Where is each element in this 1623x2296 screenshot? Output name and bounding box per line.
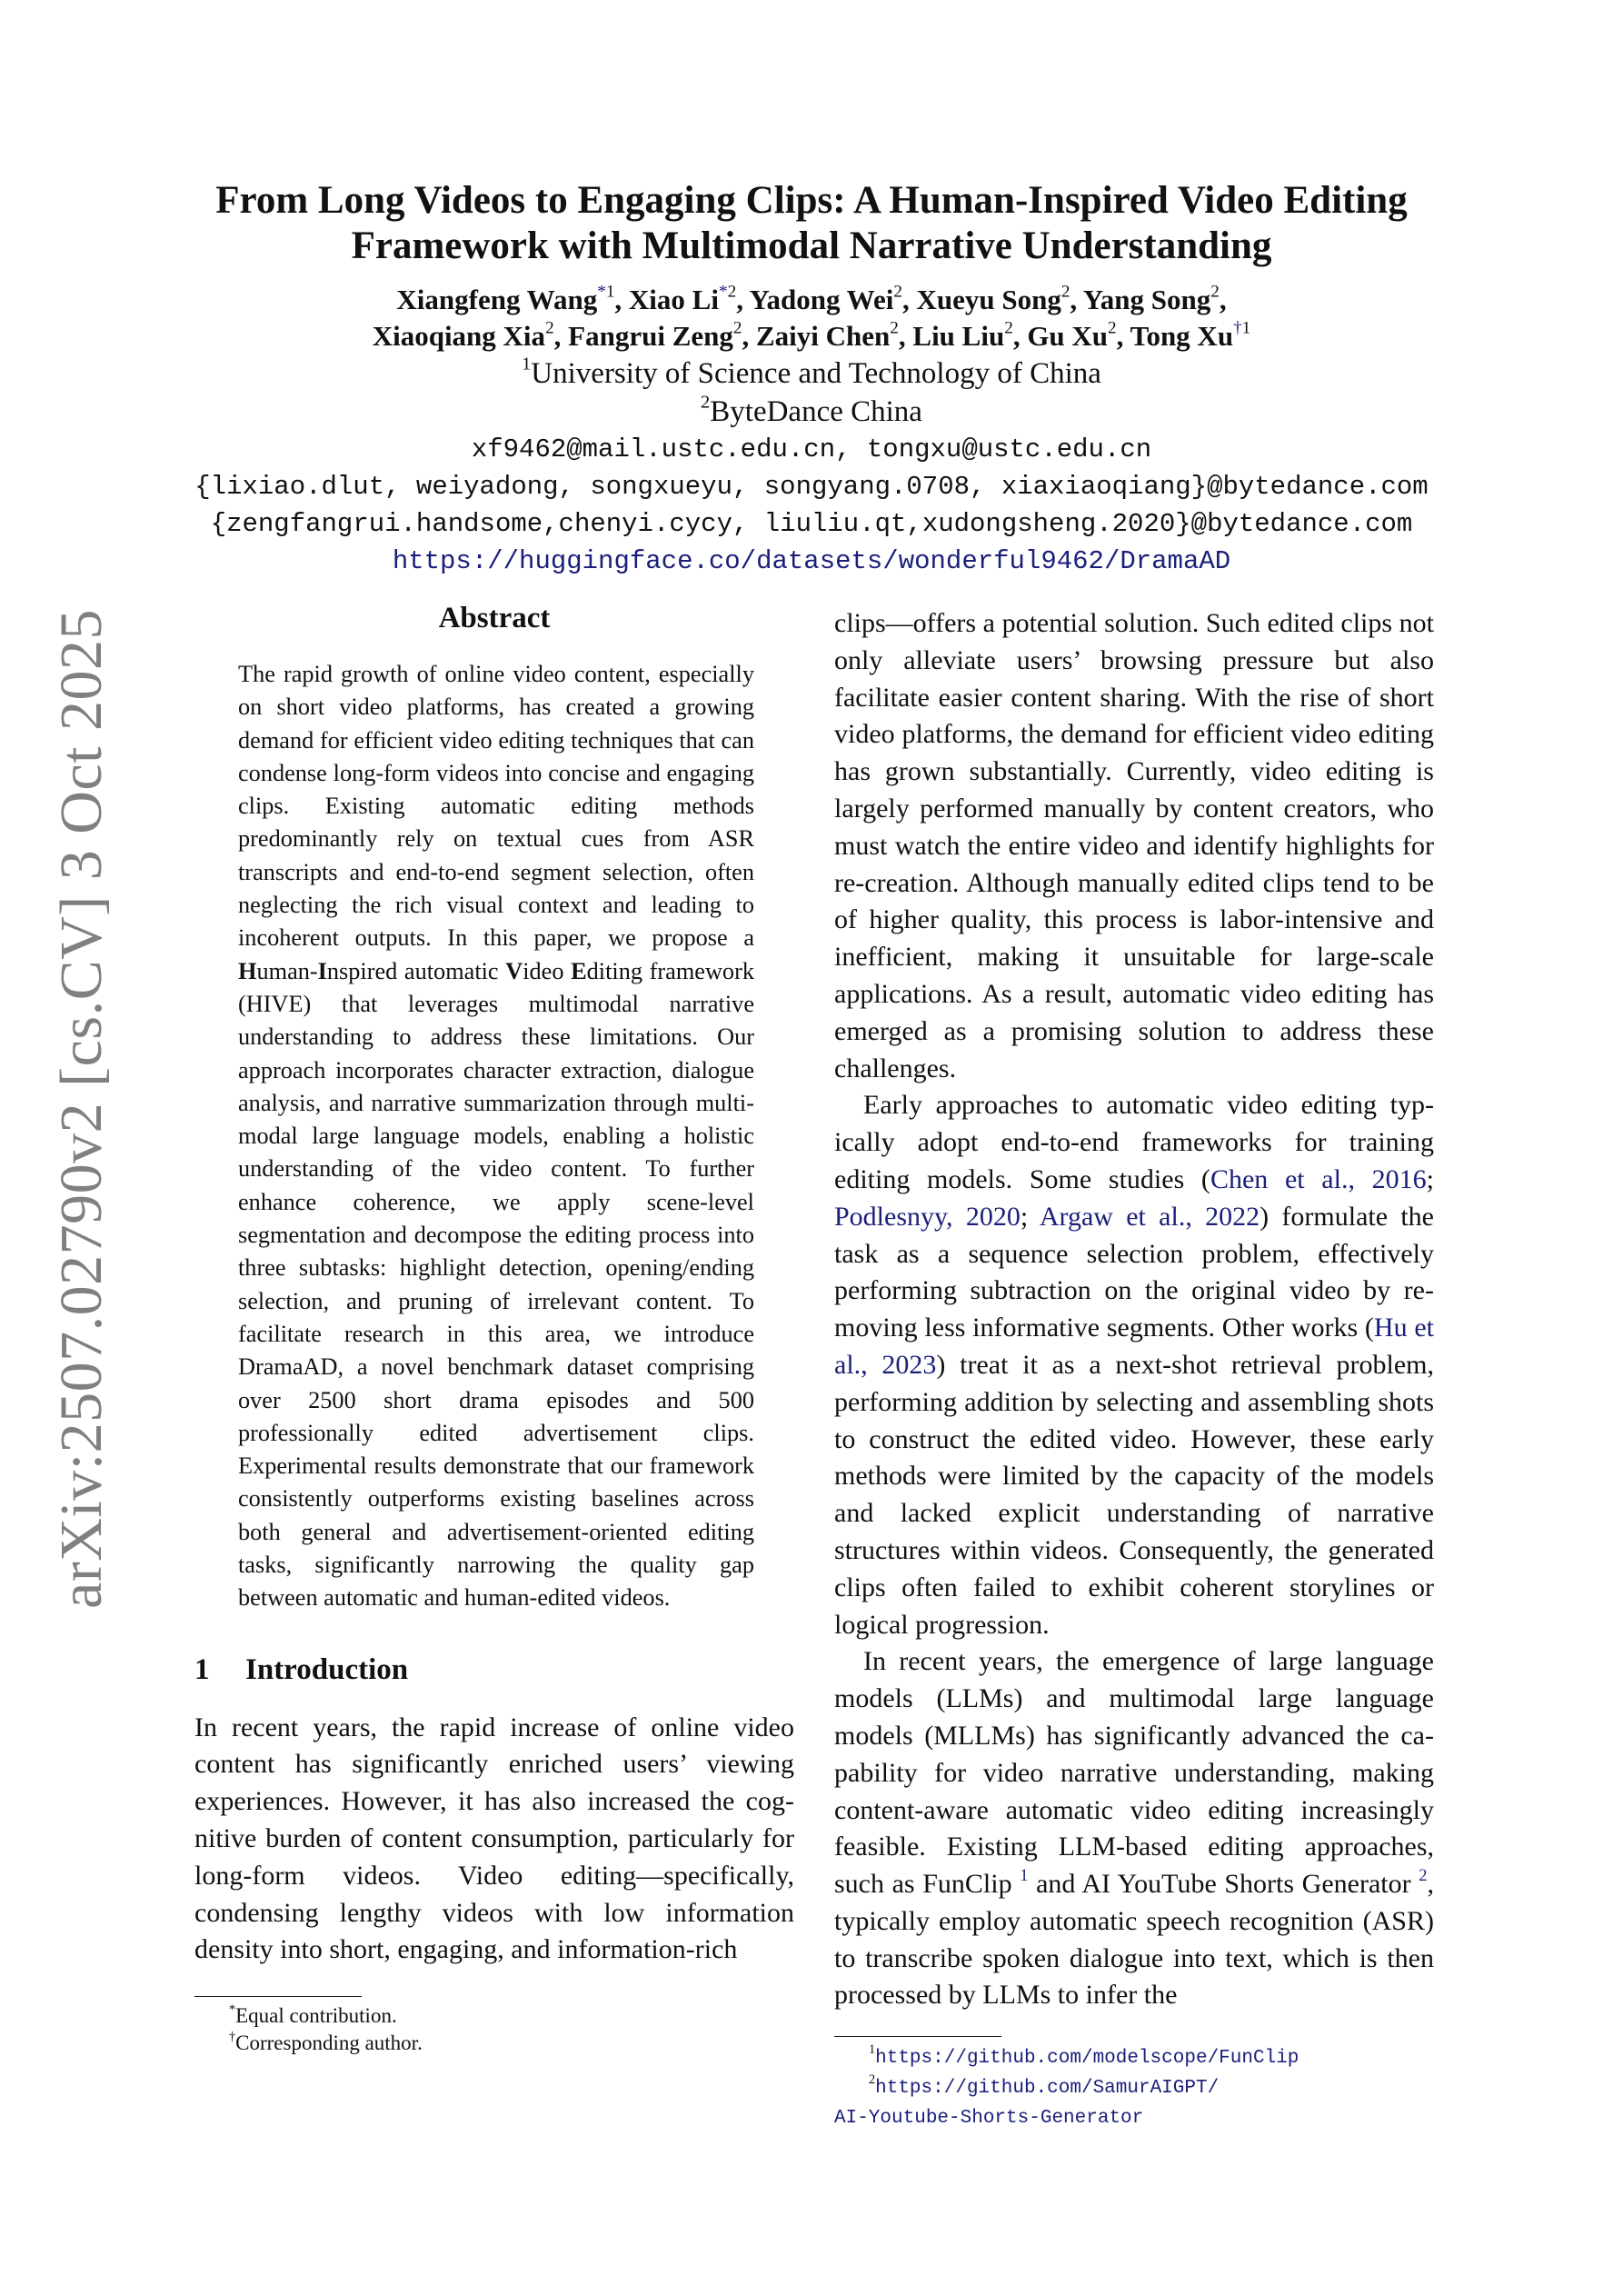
abstract-text: ideo <box>523 957 572 984</box>
section-heading-introduction <box>194 1652 794 1688</box>
author-name: Xiao Li <box>628 284 719 315</box>
affiliation-number: 2 <box>701 392 711 413</box>
footnote-url-shorts-generator[interactable]: https://github.com/SamurAIGPT/ <box>875 2078 1220 2100</box>
footnote-funclip <box>834 2042 1434 2072</box>
paper-title <box>0 178 1623 269</box>
arxiv-identifier-stamp: arXiv:2507.02790v2 [cs.CV] 3 Oct 2025 <box>48 608 115 1609</box>
author-affiliation-mark <box>733 319 742 338</box>
paragraph-text: ) formulate the task as a sequence selection problem, effectively performing subtraction on the original video by removing less informative segments. Other works ( <box>834 1201 1434 1343</box>
author-name: Xiaoqiang Xia <box>372 320 546 352</box>
footnote-rule <box>194 1996 362 1997</box>
author-name: Zaiyi Chen <box>756 320 891 352</box>
footnote-ref-1[interactable]: 1 <box>1020 1866 1029 1886</box>
author-name: Fangrui Zeng <box>568 320 733 352</box>
citation-chen-2016[interactable]: Chen et al., 2016 <box>1210 1163 1427 1194</box>
affiliation-name: University of Science and Technology of China <box>531 357 1101 390</box>
abstract-body <box>238 658 754 1615</box>
paragraph-text: ; <box>1020 1201 1040 1232</box>
author-affiliation-number: 2 <box>545 318 554 338</box>
author-affiliation-number: 2 <box>1004 318 1013 338</box>
acronym-letter: H <box>238 957 257 984</box>
abstract-heading: Abstract <box>438 602 551 634</box>
author-affiliation-number: 1 <box>1241 318 1251 338</box>
footnote-url-shorts-generator-cont[interactable]: AI-Youtube-Shorts-Generator <box>834 2108 1144 2130</box>
abstract-text: uman- <box>256 957 318 984</box>
citation-hu-2023[interactable]: Hu et al., 2023 <box>834 1313 1434 1380</box>
author-name: Yadong Wei <box>749 284 894 315</box>
author-affiliation-number: 2 <box>1060 282 1070 302</box>
title-line-1: From Long Videos to Engaging Clips: A Human-Inspired Video Editing <box>215 179 1408 222</box>
affiliation-1 <box>0 354 1623 393</box>
right-column <box>834 605 1434 2132</box>
author-line-2: Xiaoqiang Xia$^2$, Fangrui Zeng$^2$, Zaiyi Chen$^2$, Liu Liu$^2$, Gu Xu$^2$, Tong Xu$^{\dagger 1}$ <box>372 318 1251 352</box>
footnote-url-funclip[interactable]: https://github.com/modelscope/FunClip <box>875 2048 1299 2070</box>
paper-header <box>0 178 1623 580</box>
acronym-letter: I <box>317 957 327 984</box>
author-name: Liu Liu <box>912 320 1005 352</box>
footnote-equal-contribution <box>194 2002 794 2030</box>
footnote-mark: 1 <box>869 2042 876 2058</box>
abstract-text: The rapid growth of online video content, especially on short video platforms, has created a growing demand for efficient video editing techniques that can condense long-form videos into concise and engaging clips. Existing automatic editing methods predominantly rely on textual cues from ASR transcripts and end-to-end segment selection, often neglecting the rich visual context and leading to incoherent outputs. In this paper, we propose a <box>238 661 754 952</box>
citation-podlesnyy-2020[interactable]: Podlesnyy, 2020 <box>834 1201 1021 1232</box>
intro-paragraph-3 <box>834 1643 1434 2014</box>
author-name: Xueyu Song <box>916 284 1061 315</box>
citation-argaw-2022[interactable]: Argaw et al., 2022 <box>1039 1201 1260 1232</box>
intro-paragraph-1-left: In recent years, the rapid increase of online video content has significantly enriched users’ viewing experiences. However, it has also increased the cognitive burden of content consumption, particularly for long-form videos. Video editing—specifically, condensing lengthy videos with low information density into short, engaging, and information-rich <box>194 1712 794 1965</box>
affiliation-number: 1 <box>522 354 532 374</box>
paragraph-text: and AI YouTube Shorts Generator <box>1028 1869 1419 1900</box>
intro-paragraph-2 <box>834 1087 1434 1643</box>
footnote-shorts-generator <box>834 2072 1434 2102</box>
author-footnote-mark[interactable]: * <box>718 282 728 302</box>
author-affiliation-mark <box>893 283 902 302</box>
author-affiliation-number: 2 <box>890 318 899 338</box>
author-affiliation-mark <box>1108 319 1117 338</box>
author-affiliation-mark <box>545 319 554 338</box>
author-affiliation-number: 2 <box>1108 318 1117 338</box>
footnote-ref-2[interactable]: 2 <box>1419 1866 1428 1886</box>
paragraph-text: ) treat it as a next-shot retrieval problem, performing addition by selecting and assembling shots to construct the edited video. However, these early methods were limited by the capacity of the models and lacked explicit understanding of narrative structures within videos. Consequently, the generated clips often failed to exhibit coherent storylines or logical progression. <box>834 1349 1434 1640</box>
email-line-bytedance-1: {lixiao.dlut, weiyadong, songxueyu, songyang.0708, xiaxiaoqiang}@bytedance.com <box>194 472 1429 502</box>
paragraph-text: In recent years, the emergence of large language models (LLMs) and multimodal large language models (MLLMs) has significantly advanced the capability for video narrative understanding, making content-aware automatic video editing increasingly feasible. Existing LLM-based editing approaches, such as FunClip <box>834 1646 1434 1900</box>
affiliation-2 <box>0 393 1623 431</box>
author-list <box>0 282 1623 354</box>
paragraph-text: , typically employ automatic speech recognition (ASR) to transcribe spoken dialogue into text, which is then processed by LLMs to infer the <box>834 1869 1434 2011</box>
author-affiliation-mark <box>719 283 736 302</box>
author-affiliation-mark <box>1210 283 1220 302</box>
author-affiliation-mark <box>1233 319 1250 338</box>
paragraph-text: Early approaches to automatic video editing typically adopt end-to-end frameworks for training editing models. Some studies ( <box>834 1090 1434 1194</box>
footnote-corresponding-author <box>194 2030 794 2057</box>
footnote-text: Corresponding author. <box>235 2031 423 2055</box>
abstract-text: diting framework (HIVE) that leverages multimodal narrative understanding to address these limitations. Our approach incorporates character extraction, dialogue analysis, and narrative summarization through multimodal large language models, enabling a holistic understanding of the video content. To further enhance coherence, we apply scene-level segmentation and decompose the editing process into three subtasks: highlight detection, opening/ending selection, and pruning of irrelevant content. To facilitate research in this area, we introduce DramaAD, a novel benchmark dataset comprising over 2500 short drama episodes and 500 professionally edited advertisement clips. Experimental results demonstrate that our framework consistently outperforms existing baselines across both general and advertisement-oriented editing tasks, significantly narrowing the quality gap between automatic and human-edited videos. <box>238 957 754 1612</box>
affiliation-name: ByteDance China <box>710 395 922 428</box>
author-affiliation-mark <box>597 283 614 302</box>
author-affiliation-number: 2 <box>893 282 902 302</box>
author-footnote-mark[interactable]: * <box>597 282 606 302</box>
author-affiliation-number: 2 <box>1210 282 1220 302</box>
footnote-rule <box>834 2036 1001 2037</box>
footnote-mark: 2 <box>869 2072 876 2088</box>
author-name: Gu Xu <box>1027 320 1109 352</box>
footnote-text: Equal contribution. <box>235 2004 397 2028</box>
intro-paragraph-1-right: clips—offers a potential solution. Such edited clips not only alleviate users’ browsing pressure but also facilitate easier content sharing. With the rise of short video platforms, the demand for efficient video editing has grown substantially. Currently, video editing is largely performed manually by content creators, who must watch the entire video and identify highlights for re-creation. Although manually edited clips tend to be of higher quality, this process is labor-intensive and inefficient, making it unsuitable for large-scale applications. As a result, automatic video editing has emerged as a promising solution to address these challenges. <box>834 608 1434 1083</box>
author-affiliation-number: 2 <box>732 318 742 338</box>
acronym-letter: E <box>571 957 587 984</box>
author-name: Yang Song <box>1082 284 1211 315</box>
author-line-1: Xiangfeng Wang$^{*1}$, Xiao Li$^{*2}$, Yadong Wei$^2$, Xueyu Song$^2$, Yang Song$^2$, <box>396 282 1227 315</box>
section-title: Introduction <box>245 1652 409 1686</box>
footnote-shorts-generator-cont <box>834 2102 1434 2132</box>
author-affiliation-number: 2 <box>727 282 737 302</box>
acronym-letter: V <box>505 957 523 984</box>
email-line-ustc: xf9462@mail.ustc.edu.cn, tongxu@ustc.edu.cn <box>471 434 1152 464</box>
section-number: 1 <box>194 1652 210 1686</box>
footnote-mark: * <box>229 2002 236 2018</box>
author-name: Tong Xu <box>1130 320 1234 352</box>
author-name: Xiangfeng Wang <box>396 284 598 315</box>
left-column <box>194 600 794 2057</box>
author-footnote-mark[interactable]: † <box>1233 318 1242 338</box>
author-affiliation-mark <box>1004 319 1013 338</box>
author-affiliation-mark <box>890 319 899 338</box>
author-affiliation-number: 1 <box>605 282 615 302</box>
paragraph-text: ; <box>1426 1163 1434 1194</box>
abstract-text: nspired automatic <box>326 957 506 984</box>
dataset-link[interactable]: https://huggingface.co/datasets/wonderful9462/DramaAD <box>392 546 1231 576</box>
footnote-mark: † <box>229 2030 236 2045</box>
author-affiliation-mark <box>1061 283 1070 302</box>
title-line-2: Framework with Multimodal Narrative Understanding <box>351 225 1272 267</box>
email-line-bytedance-2: {zengfangrui.handsome,chenyi.cycy, liuliu.qt,xudongsheng.2020}@bytedance.com <box>210 509 1413 539</box>
